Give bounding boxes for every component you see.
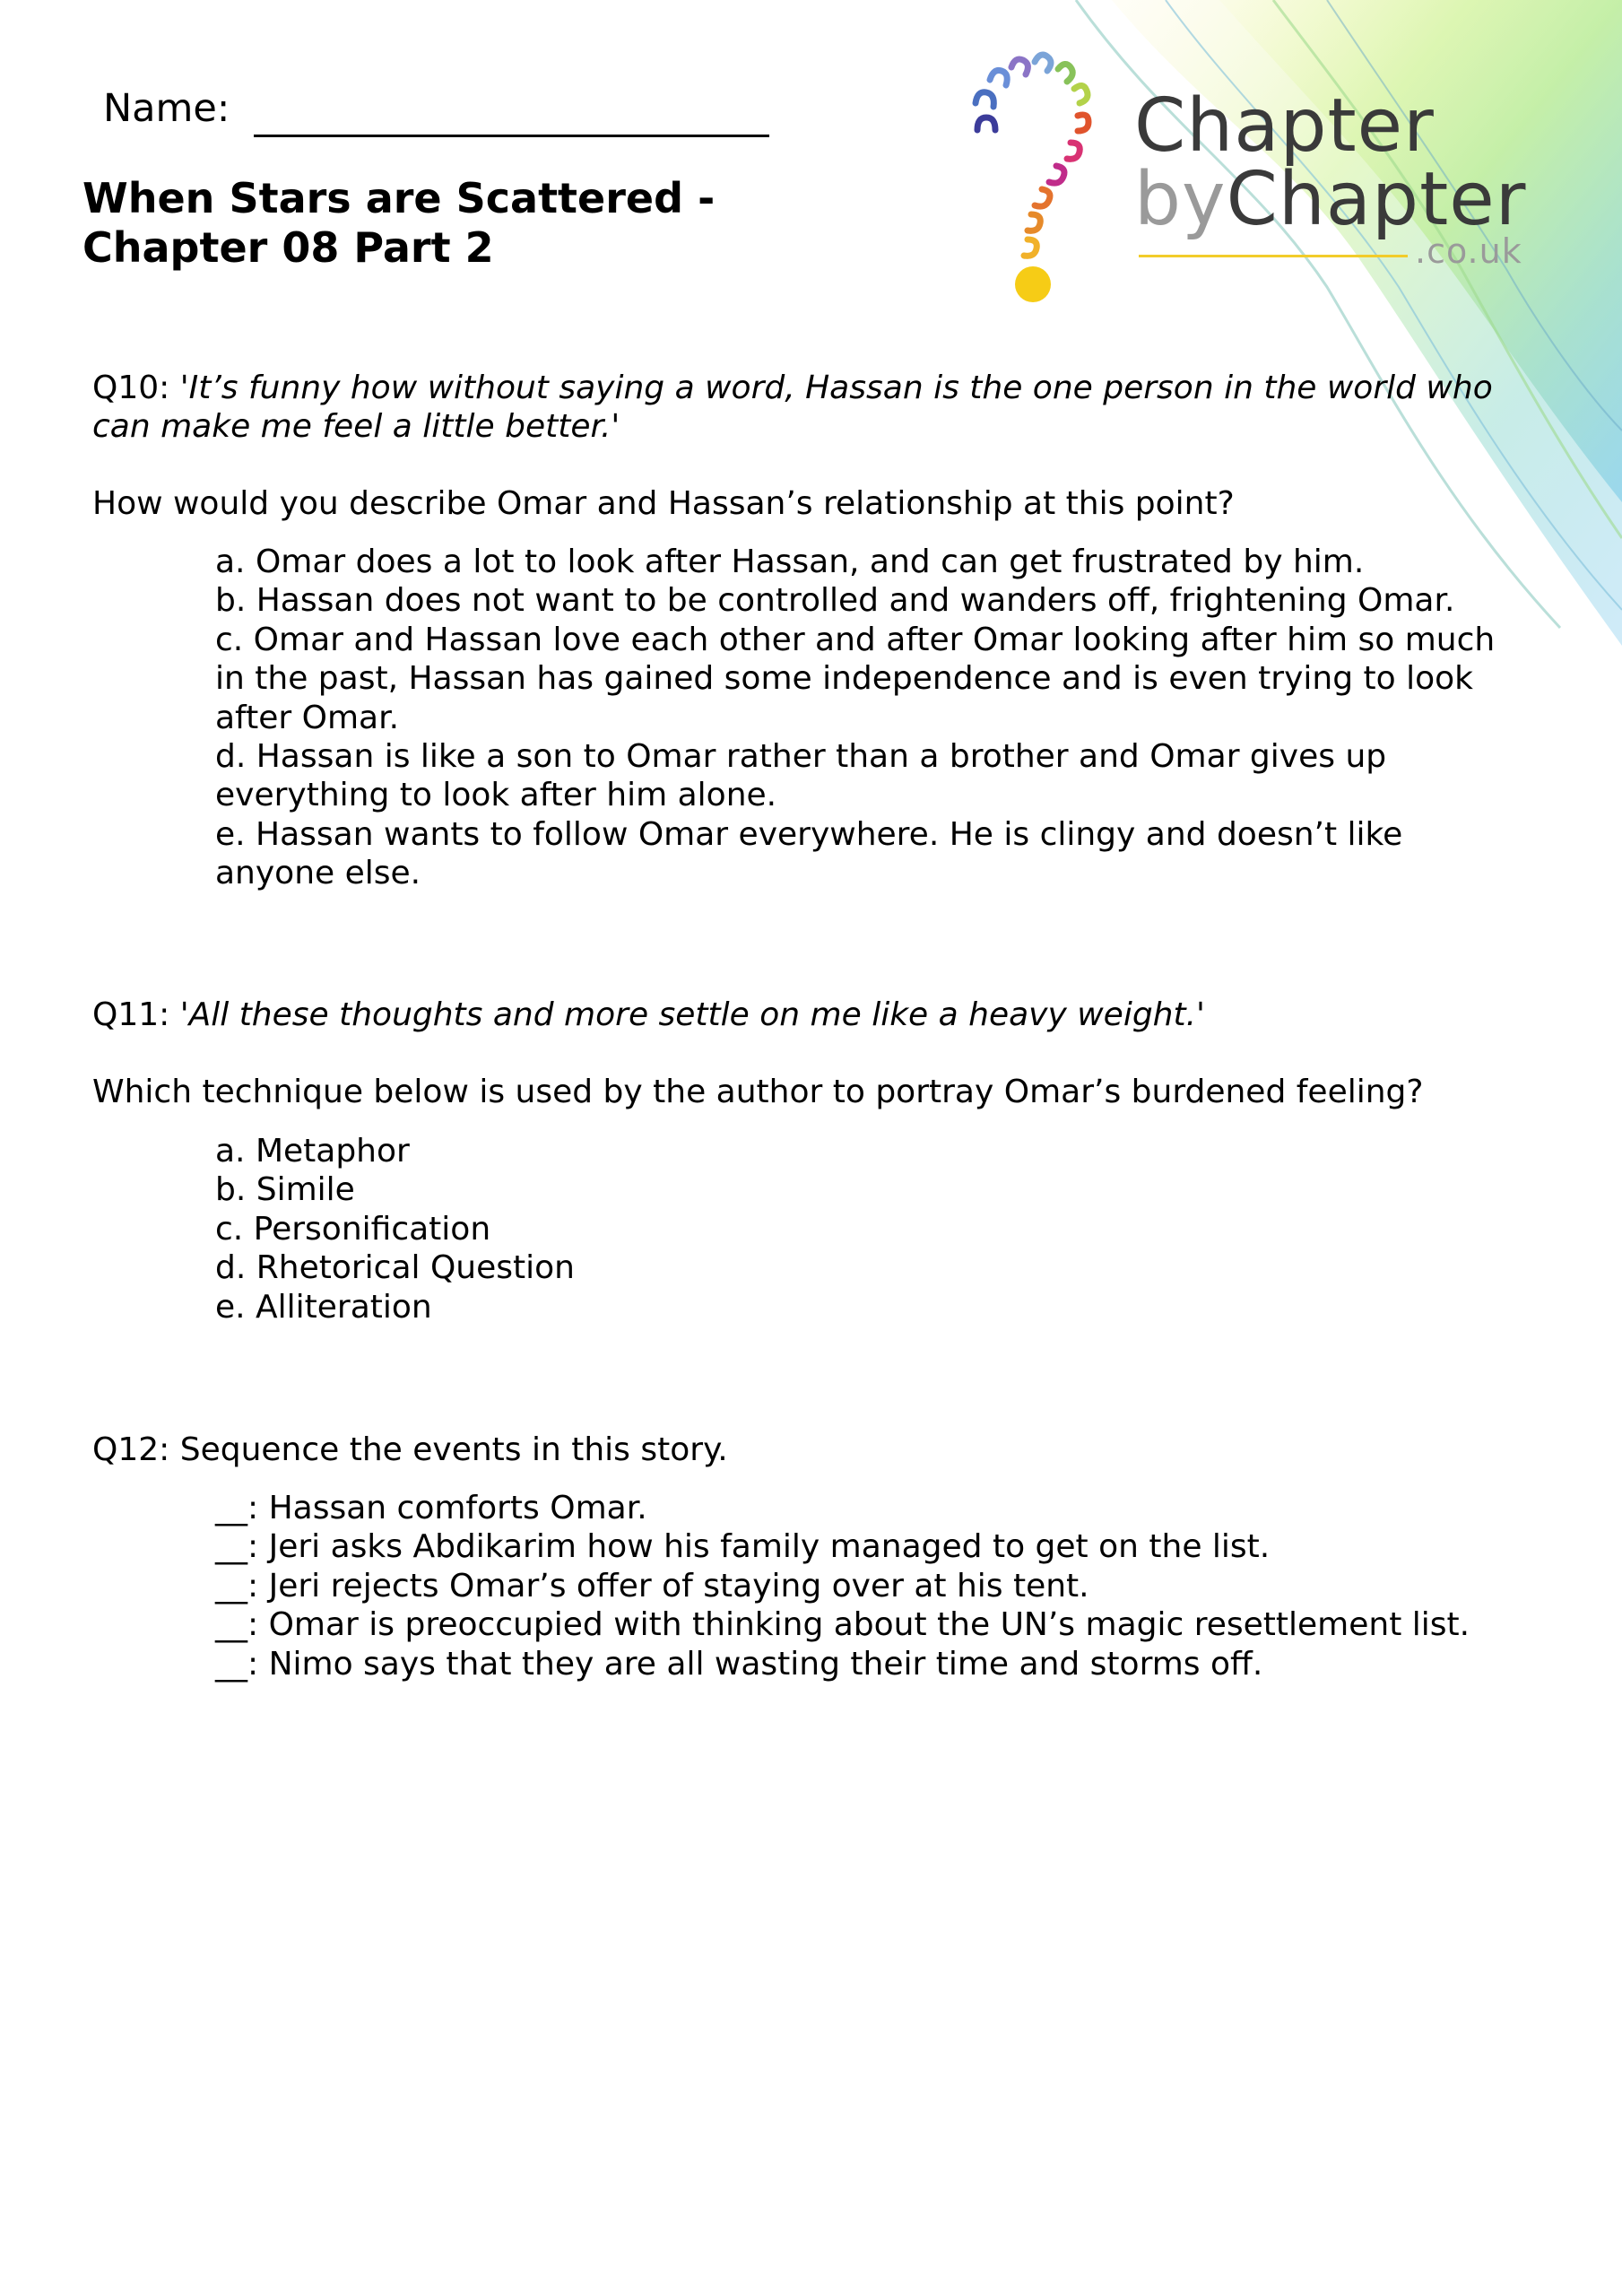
logo-wordmark xyxy=(1134,83,1527,242)
q10-option-c[interactable]: c. Omar and Hassan love each other and after Omar looking after him so much xyxy=(215,621,1496,658)
q11-option-e[interactable]: e. Alliteration xyxy=(215,1288,432,1326)
q12-item-3[interactable]: __: Jeri rejects Omar’s offer of staying over at his tent. xyxy=(215,1567,1089,1605)
q11-option-a[interactable]: a. Metaphor xyxy=(215,1133,410,1170)
q10-option-a[interactable]: a. Omar does a lot to look after Hassan, and can get frustrated by him. xyxy=(215,544,1365,580)
logo-line2 xyxy=(1134,157,1527,242)
q10-option-d[interactable]: d. Hassan is like a son to Omar rather than a brother and Omar gives up xyxy=(215,738,1387,776)
q11-quote: 'All these thoughts and more settle on me like a heavy weight.' xyxy=(179,996,1205,1033)
q10-option-e[interactable]: e. Hassan wants to follow Omar everywhere. He is clingy and doesn’t like xyxy=(215,815,1403,853)
q11-prefix: Q11: xyxy=(92,996,180,1033)
q10-option-e-cont: anyone else. xyxy=(215,855,421,892)
title-line-2: Chapter 08 Part 2 xyxy=(82,223,494,272)
worksheet-title xyxy=(82,174,715,273)
q10-quote-line-1 xyxy=(92,369,1545,407)
q11-question: Which technique below is used by the author to portray Omar’s burdened feeling? xyxy=(92,1074,1424,1110)
q12-item-2[interactable]: __: Jeri asks Abdikarim how his family managed to get on the list. xyxy=(215,1528,1271,1566)
logo-domain: .co.uk xyxy=(1415,231,1522,271)
q10-option-c-cont-2: after Omar. xyxy=(215,699,400,736)
q10-question: How would you describe Omar and Hassan’s relationship at this point? xyxy=(92,485,1235,522)
name-field-line[interactable] xyxy=(254,135,769,137)
logo-line1: Chapter xyxy=(1134,83,1435,169)
q12-item-4[interactable]: __: Omar is preoccupied with thinking about the UN’s magic resettlement list. xyxy=(215,1606,1470,1644)
logo-underline xyxy=(1139,255,1408,257)
q10-option-b[interactable]: b. Hassan does not want to be controlled and wanders off, frightening Omar. xyxy=(215,582,1455,620)
logo-books-icon xyxy=(959,49,1121,309)
title-line-1: When Stars are Scattered - xyxy=(82,174,716,222)
q12-items xyxy=(215,1489,1533,1683)
q12-question: Q12: Sequence the events in this story. xyxy=(92,1431,728,1468)
q10-option-c-cont-1: in the past, Hassan has gained some independence and is even trying to look xyxy=(215,660,1473,698)
q11-option-b[interactable]: b. Simile xyxy=(215,1171,355,1209)
q12-item-1[interactable]: __: Hassan comforts Omar. xyxy=(215,1490,647,1526)
q11-option-d[interactable]: d. Rhetorical Question xyxy=(215,1249,575,1287)
q10-options xyxy=(215,543,1533,893)
q10-quote-1: 'It’s funny how without saying a word, Hassan is the one person in the world who xyxy=(179,370,1493,406)
q10-quote-line-2: can make me feel a little better.' xyxy=(92,408,620,445)
logo-by: by xyxy=(1134,157,1227,242)
name-label: Name: xyxy=(103,86,230,131)
q10-prefix: Q10: xyxy=(92,370,180,406)
q11-option-c[interactable]: c. Personification xyxy=(215,1210,491,1248)
q11-options xyxy=(215,1132,1533,1326)
q10-prompt xyxy=(92,369,1545,446)
q12-item-5[interactable]: __: Nimo says that they are all wasting their time and storms off. xyxy=(215,1645,1263,1683)
logo-chapter: Chapter xyxy=(1226,157,1527,242)
q10-option-d-cont: everything to look after him alone. xyxy=(215,777,777,814)
q11-prompt xyxy=(92,996,1545,1034)
